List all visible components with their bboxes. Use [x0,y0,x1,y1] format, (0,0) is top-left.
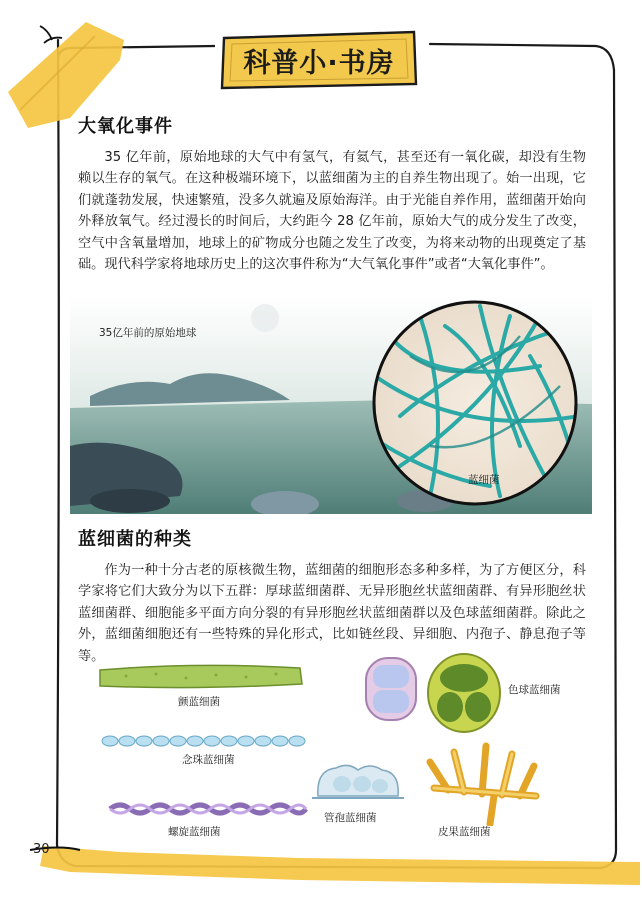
chamaesiphon-figure [312,760,404,802]
chroococcus-figure [426,652,502,734]
label-stigonema: 皮果蓝细菌 [438,826,491,838]
label-oscillatoria: 颤蓝细菌 [178,696,220,708]
label-chroococcus: 色球蓝细菌 [508,684,561,696]
page-title: 科普小·书房 [243,47,395,79]
header-banner [218,28,420,92]
earth-label: 35亿年前的原始地球 [99,327,197,339]
section-title-types: 蓝细菌的种类 [78,529,192,550]
bacteria-label: 蓝细菌 [468,474,500,486]
primitive-earth-illustration [70,296,592,514]
spirulina-figure [108,800,308,818]
nostoc-figure [100,732,312,750]
section-body-oxidation: 35 亿年前，原始地球的大气中有氢气，有氦气，甚至还有一氧化碳，却没有生物赖以生存的氧气。在这种极端环境下，以蓝细菌为主的自养生物出现了。始一出现，它们就蓬勃发展，快速繁殖，没多久就遍及原始海洋。由于光能自养作用，蓝细菌开始向外释放氧气。经过漫长的时间后，大约距今 28 亿年前，原始大气的成分发生了改变，空气中含氧量增加，地球上的矿物成分也随之发生了改变，为将来动物的出现奠定了基础。现代科学家将地球历史上的这次事件称为“大气氧化事件”或者“大氧化事件”。 [78,150,586,273]
section-body-types: 作为一种十分古老的原核微生物，蓝细菌的细胞形态多种多样，为了方便区分，科学家将它们大致分为以下五群：厚球蓝细菌群、无异形胞丝状蓝细菌群、有异形胞丝状蓝细菌群、细胞能多平面方向分裂的有异形胞丝状蓝细菌群以及色球蓝细菌群。除此之外，蓝细菌细胞还有一些特殊的异化形式，比如链丝段、异细胞、内孢子、静息孢子等等。 [78,563,586,664]
page-number: 30 [33,842,50,857]
label-spirulina: 螺旋蓝细菌 [168,826,221,838]
section-title-oxidation: 大氧化事件 [78,116,173,137]
oscillatoria-figure [96,656,306,696]
label-chamaesiphon: 管孢蓝细菌 [324,812,377,824]
stigonema-figure [424,740,542,826]
chroococcus-small-figure [364,656,418,722]
label-nostoc: 念珠蓝细菌 [182,754,235,766]
